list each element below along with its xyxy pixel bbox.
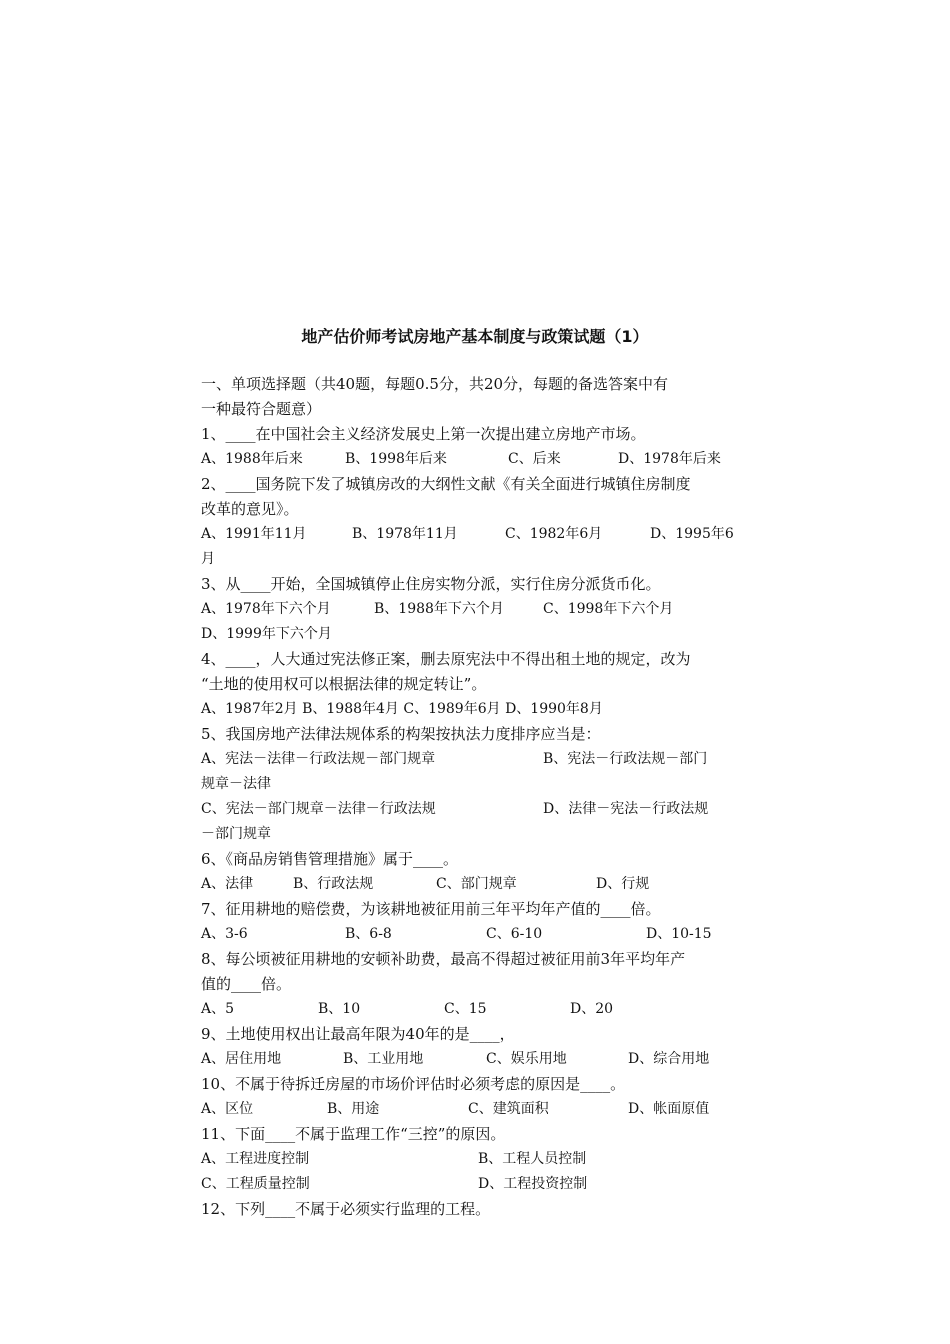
question-6-option-b: B、行政法规 [293,876,374,892]
question-9-stem: 9、土地使用权出让最高年限为40年的是____， [201,1025,515,1043]
question-11-stem: 11、下面____不属于监理工作“三控”的原因。 [201,1125,506,1143]
question-1-stem: 1、____在中国社会主义经济发展史上第一次提出建立房地产市场。 [201,425,646,443]
question-8-option-a: A、5 [201,1001,235,1017]
question-5-option-a: A、宪法－法律－行政法规－部门规章 [201,751,436,767]
question-9-option-b: B、工业用地 [343,1051,424,1067]
question-8-stem: 8、每公顷被征用耕地的安顿补助费，最高不得超过被征用前3年平均年产 [201,950,686,968]
question-7-stem: 7、征用耕地的赔偿费，为该耕地被征用前三年平均年产值的____倍。 [201,900,661,918]
question-9-option-c: C、娱乐用地 [486,1051,567,1067]
question-1-option-b: B、1998年后来 [345,451,447,467]
question-5-option-b: B、宪法－行政法规－部门 [543,751,708,767]
question-1-option-d: D、1978年后来 [618,451,721,467]
question-2-option-c: C、1982年6月 [505,526,603,542]
question-10-option-d: D、帐面原值 [628,1101,710,1117]
question-5-stem: 5、我国房地产法律法规体系的构架按执法力度排序应当是： [201,725,601,743]
question-5-option-c: C、宪法－部门规章－法律－行政法规 [201,801,436,817]
question-9-option-a: A、居住用地 [201,1051,282,1067]
question-11-option-a: A、工程进度控制 [201,1151,310,1167]
section-heading-continued: 一种最符合题意） [201,400,322,418]
question-11-option-d: D、工程投资控制 [478,1176,588,1192]
question-9-option-d: D、综合用地 [628,1051,710,1067]
question-11-option-b: B、工程人员控制 [478,1151,587,1167]
question-3-option-c: C、1998年下六个月 [543,601,674,617]
question-6-option-d: D、行规 [596,876,650,892]
question-10-option-c: C、建筑面积 [468,1101,549,1117]
section-heading: 一、单项选择题（共40题，每题0.5分，共20分，每题的备选答案中有 [201,375,669,393]
question-2-stem-continued: 改革的意见》。 [201,500,299,518]
question-12-stem: 12、下列____不属于必须实行监理的工程。 [201,1200,491,1218]
question-8-option-c: C、15 [444,1001,487,1017]
question-7-option-b: B、6-8 [345,926,392,942]
question-4-options: A、1987年2月 B、1988年4月 C、1989年6月 D、1990年8月 [201,701,603,717]
question-6-option-a: A、法律 [201,876,254,892]
question-8-stem-continued: 值的____倍。 [201,975,292,993]
question-6-stem: 6、《商品房销售管理措施》属于____。 [201,850,459,868]
question-11-option-c: C、工程质量控制 [201,1176,310,1192]
question-2-option-d-continued: 月 [201,551,215,567]
question-7-option-c: C、6-10 [486,926,543,942]
question-10-option-a: A、区位 [201,1101,254,1117]
question-5-option-d-continued: －部门规章 [201,826,271,842]
question-3-option-d: D、1999年下六个月 [201,626,332,642]
question-8-option-d: D、20 [570,1001,614,1017]
question-2-option-b: B、1978年11月 [352,526,458,542]
question-8-option-b: B、10 [318,1001,361,1017]
question-10-option-b: B、用途 [327,1101,380,1117]
question-7-option-d: D、10-15 [646,926,712,942]
question-4-stem: 4、____，人大通过宪法修正案，删去原宪法中不得出租土地的规定，改为 [201,650,691,668]
question-4-stem-continued: “土地的使用权可以根据法律的规定转让”。 [201,675,487,693]
question-2-option-d: D、1995年6 [650,526,734,542]
question-2-stem: 2、____国务院下发了城镇房改的大纲性文献《有关全面进行城镇住房制度 [201,475,691,493]
question-6-option-c: C、部门规章 [436,876,517,892]
question-3-option-b: B、1988年下六个月 [374,601,504,617]
question-10-stem: 10、不属于待拆迁房屋的市场价评估时必须考虑的原因是____。 [201,1075,626,1093]
question-3-option-a: A、1978年下六个月 [201,601,331,617]
question-3-stem: 3、从____开始，全国城镇停止住房实物分派，实行住房分派货币化。 [201,575,661,593]
page-title: 地产估价师考试房地产基本制度与政策试题（1） [301,327,649,346]
question-1-option-c: C、后来 [508,451,561,467]
question-1-option-a: A、1988年后来 [201,451,303,467]
question-5-option-b-continued: 规章－法律 [201,776,271,792]
question-2-option-a: A、1991年11月 [201,526,307,542]
question-7-option-a: A、3-6 [201,926,248,942]
question-5-option-d: D、法律－宪法－行政法规 [543,801,709,817]
